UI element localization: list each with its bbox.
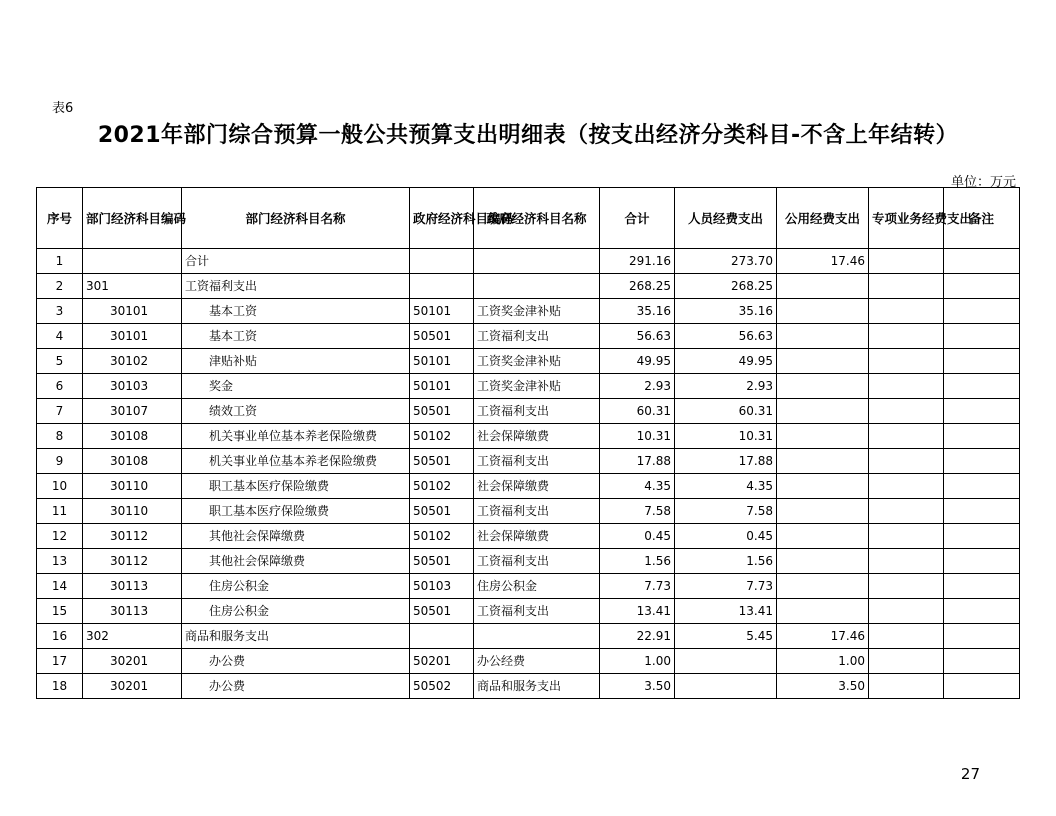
table-row [37,574,1020,599]
cell-special [869,574,944,599]
cell-note [944,649,1020,674]
cell-dept-code: 30101 [83,299,182,324]
cell-special [869,449,944,474]
cell-total: 60.31 [600,399,675,424]
cell-special [869,599,944,624]
cell-dept-name: 奖金 [182,374,410,399]
cell-total: 268.25 [600,274,675,299]
cell-note [944,374,1020,399]
table-row [37,399,1020,424]
cell-gov-name: 社会保障缴费 [474,524,600,549]
cell-total: 0.45 [600,524,675,549]
cell-note [944,549,1020,574]
cell-special [869,374,944,399]
cell-gov-name: 工资奖金津补贴 [474,299,600,324]
cell-personnel [675,649,777,674]
cell-dept-code: 30108 [83,449,182,474]
cell-dept-name: 其他社会保障缴费 [182,524,410,549]
cell-dept-name: 商品和服务支出 [182,624,410,649]
cell-gov-code: 50501 [410,549,474,574]
header-seq: 序号 [37,188,83,249]
cell-special [869,274,944,299]
cell-gov-name: 商品和服务支出 [474,674,600,699]
cell-total: 17.88 [600,449,675,474]
cell-dept-name: 机关事业单位基本养老保险缴费 [182,424,410,449]
cell-personnel: 49.95 [675,349,777,374]
cell-gov-code: 50101 [410,349,474,374]
cell-gov-name [474,249,600,274]
cell-total: 56.63 [600,324,675,349]
cell-total: 49.95 [600,349,675,374]
cell-total: 7.73 [600,574,675,599]
cell-dept-code: 30101 [83,324,182,349]
cell-dept-code: 30113 [83,599,182,624]
cell-dept-code: 30201 [83,649,182,674]
cell-note [944,474,1020,499]
cell-seq: 15 [37,599,83,624]
cell-dept-name: 基本工资 [182,324,410,349]
cell-personnel: 268.25 [675,274,777,299]
cell-public [777,399,869,424]
cell-gov-code: 50102 [410,474,474,499]
table-row [37,424,1020,449]
cell-total: 291.16 [600,249,675,274]
cell-gov-name: 工资福利支出 [474,399,600,424]
header-special: 专项业务经费支出 [869,188,944,249]
cell-dept-code: 30112 [83,524,182,549]
table-row [37,349,1020,374]
header-dept-code: 部门经济科目编码 [83,188,182,249]
table-row [37,324,1020,349]
cell-dept-code: 30110 [83,499,182,524]
table-row [37,524,1020,549]
cell-personnel: 56.63 [675,324,777,349]
cell-gov-name: 社会保障缴费 [474,424,600,449]
cell-dept-code: 30108 [83,424,182,449]
cell-gov-name: 工资福利支出 [474,499,600,524]
cell-dept-code: 30201 [83,674,182,699]
cell-total: 35.16 [600,299,675,324]
cell-gov-code: 50501 [410,499,474,524]
cell-public: 17.46 [777,249,869,274]
cell-dept-code: 30110 [83,474,182,499]
cell-public [777,524,869,549]
cell-dept-code: 30113 [83,574,182,599]
cell-note [944,249,1020,274]
cell-dept-code: 30107 [83,399,182,424]
cell-public [777,574,869,599]
cell-note [944,399,1020,424]
cell-gov-name: 工资福利支出 [474,549,600,574]
cell-gov-code: 50201 [410,649,474,674]
cell-note [944,674,1020,699]
cell-total: 2.93 [600,374,675,399]
cell-total: 1.56 [600,549,675,574]
cell-seq: 11 [37,499,83,524]
header-personnel: 人员经费支出 [675,188,777,249]
cell-public [777,374,869,399]
header-total: 合计 [600,188,675,249]
cell-dept-name: 职工基本医疗保险缴费 [182,499,410,524]
cell-gov-name: 办公经费 [474,649,600,674]
table-row [37,274,1020,299]
cell-dept-name: 住房公积金 [182,574,410,599]
table-header-row [37,188,1020,249]
cell-gov-name: 工资福利支出 [474,599,600,624]
header-note: 备注 [944,188,1020,249]
cell-seq: 16 [37,624,83,649]
cell-special [869,649,944,674]
table-row [37,474,1020,499]
cell-seq: 4 [37,324,83,349]
cell-dept-code [83,249,182,274]
cell-personnel: 35.16 [675,299,777,324]
cell-personnel: 60.31 [675,399,777,424]
header-gov-code: 政府经济科目编码 [410,188,474,249]
cell-total: 7.58 [600,499,675,524]
cell-gov-code [410,624,474,649]
cell-note [944,524,1020,549]
cell-public [777,349,869,374]
cell-gov-name: 工资福利支出 [474,449,600,474]
cell-personnel: 273.70 [675,249,777,274]
cell-note [944,349,1020,374]
cell-gov-name: 工资福利支出 [474,324,600,349]
cell-total: 13.41 [600,599,675,624]
cell-personnel [675,674,777,699]
table-body [37,249,1020,699]
cell-note [944,449,1020,474]
cell-dept-name: 基本工资 [182,299,410,324]
cell-special [869,424,944,449]
cell-total: 22.91 [600,624,675,649]
cell-seq: 9 [37,449,83,474]
unit-label: 单位：万元 [950,175,1016,190]
cell-seq: 10 [37,474,83,499]
cell-special [869,399,944,424]
cell-note [944,599,1020,624]
cell-gov-name: 社会保障缴费 [474,474,600,499]
cell-dept-name: 津贴补贴 [182,349,410,374]
cell-gov-code: 50501 [410,324,474,349]
cell-seq: 12 [37,524,83,549]
cell-special [869,249,944,274]
cell-special [869,549,944,574]
cell-personnel: 1.56 [675,549,777,574]
cell-seq: 14 [37,574,83,599]
cell-seq: 5 [37,349,83,374]
table-label: 表6 [52,101,74,116]
cell-dept-name: 其他社会保障缴费 [182,549,410,574]
cell-gov-name: 工资奖金津补贴 [474,349,600,374]
header-dept-name: 部门经济科目名称 [182,188,410,249]
cell-gov-name: 住房公积金 [474,574,600,599]
cell-gov-name: 工资奖金津补贴 [474,374,600,399]
cell-total: 3.50 [600,674,675,699]
table-row [37,499,1020,524]
cell-public [777,549,869,574]
cell-dept-name: 住房公积金 [182,599,410,624]
cell-dept-name: 工资福利支出 [182,274,410,299]
cell-special [869,524,944,549]
cell-personnel: 4.35 [675,474,777,499]
cell-dept-name: 办公费 [182,674,410,699]
table-row [37,549,1020,574]
cell-dept-name: 机关事业单位基本养老保险缴费 [182,449,410,474]
cell-special [869,299,944,324]
cell-note [944,624,1020,649]
table-row [37,249,1020,274]
cell-gov-code [410,274,474,299]
cell-special [869,349,944,374]
cell-total: 4.35 [600,474,675,499]
page-number: 27 [960,765,980,783]
cell-personnel: 2.93 [675,374,777,399]
cell-personnel: 10.31 [675,424,777,449]
budget-table [36,187,1020,699]
cell-seq: 7 [37,399,83,424]
cell-public [777,324,869,349]
cell-gov-code: 50501 [410,599,474,624]
cell-special [869,499,944,524]
cell-public: 17.46 [777,624,869,649]
table-row [37,649,1020,674]
cell-note [944,324,1020,349]
cell-personnel: 0.45 [675,524,777,549]
cell-dept-name: 职工基本医疗保险缴费 [182,474,410,499]
cell-public: 3.50 [777,674,869,699]
cell-gov-code: 50103 [410,574,474,599]
cell-note [944,499,1020,524]
cell-special [869,624,944,649]
cell-gov-code: 50502 [410,674,474,699]
page-title: 2021年部门综合预算一般公共预算支出明细表（按支出经济分类科目-不含上年结转） [97,123,959,148]
cell-dept-name: 绩效工资 [182,399,410,424]
cell-gov-code [410,249,474,274]
table-row [37,299,1020,324]
cell-dept-code: 302 [83,624,182,649]
cell-public [777,424,869,449]
cell-dept-code: 30102 [83,349,182,374]
header-gov-name: 政府经济科目名称 [474,188,600,249]
cell-public: 1.00 [777,649,869,674]
cell-personnel: 7.73 [675,574,777,599]
cell-gov-code: 50102 [410,524,474,549]
cell-gov-code: 50501 [410,449,474,474]
table-row [37,599,1020,624]
cell-seq: 8 [37,424,83,449]
cell-note [944,574,1020,599]
header-public: 公用经费支出 [777,188,869,249]
cell-public [777,499,869,524]
cell-dept-code: 301 [83,274,182,299]
cell-total: 10.31 [600,424,675,449]
cell-gov-name [474,624,600,649]
cell-dept-code: 30112 [83,549,182,574]
cell-personnel: 17.88 [675,449,777,474]
cell-gov-code: 50101 [410,374,474,399]
cell-dept-code: 30103 [83,374,182,399]
cell-gov-code: 50101 [410,299,474,324]
cell-public [777,274,869,299]
cell-gov-code: 50102 [410,424,474,449]
cell-note [944,299,1020,324]
cell-seq: 6 [37,374,83,399]
cell-public [777,449,869,474]
cell-public [777,474,869,499]
cell-seq: 17 [37,649,83,674]
cell-dept-name: 办公费 [182,649,410,674]
cell-seq: 2 [37,274,83,299]
cell-gov-code: 50501 [410,399,474,424]
cell-special [869,674,944,699]
table-row [37,674,1020,699]
table-row [37,624,1020,649]
cell-seq: 13 [37,549,83,574]
table-row [37,449,1020,474]
cell-special [869,324,944,349]
cell-seq: 1 [37,249,83,274]
cell-total: 1.00 [600,649,675,674]
cell-personnel: 7.58 [675,499,777,524]
cell-seq: 18 [37,674,83,699]
cell-gov-name [474,274,600,299]
cell-note [944,274,1020,299]
cell-note [944,424,1020,449]
cell-personnel: 13.41 [675,599,777,624]
cell-seq: 3 [37,299,83,324]
cell-public [777,599,869,624]
table-row [37,374,1020,399]
cell-public [777,299,869,324]
cell-personnel: 5.45 [675,624,777,649]
cell-special [869,474,944,499]
cell-dept-name: 合计 [182,249,410,274]
